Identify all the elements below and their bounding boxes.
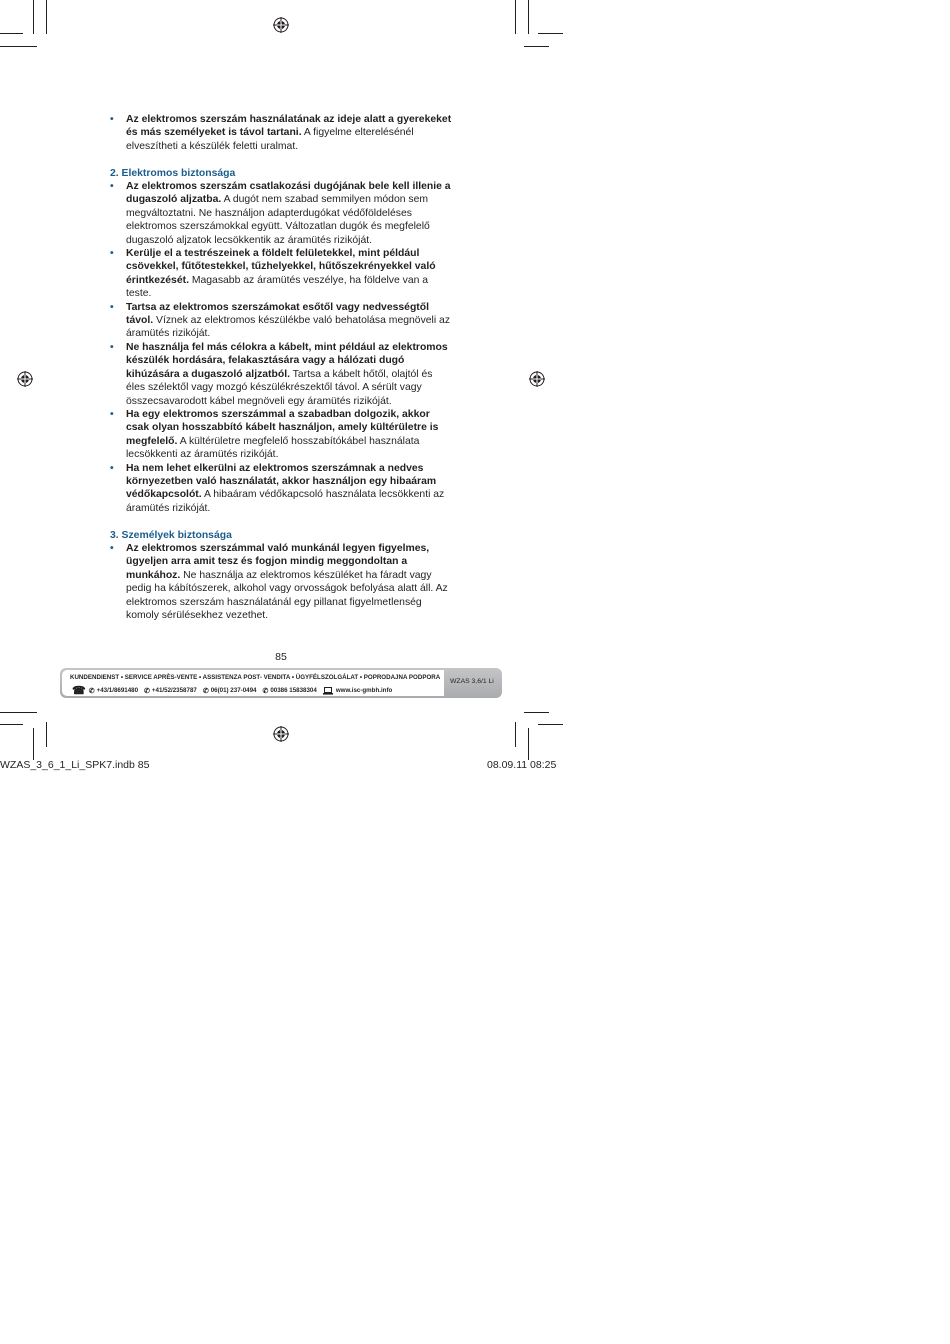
crop-mark [538, 33, 563, 34]
bullet-icon: • [110, 248, 114, 260]
bullet-text: Víznek az elektromos készülékbe való behatolása megnöveli az áramütés rizikóját. [126, 315, 451, 340]
bullet-text: Magasabb az áramütés veszélye, ha földelve van a teste. [126, 274, 429, 300]
bullet-icon: • [110, 114, 114, 125]
list-item [110, 247, 452, 301]
crop-mark [528, 0, 529, 34]
registration-mark-icon [273, 726, 289, 742]
crop-mark [0, 712, 37, 713]
intro-list [110, 113, 452, 153]
phone-icon: ✆ [262, 687, 269, 695]
crop-mark [524, 712, 549, 713]
page-number: 85 [275, 651, 287, 663]
bullet-text: A kültérületre megfelelő hosszabítókábel használata lecsökkenti az áramütés rizikóját. [126, 435, 420, 461]
phone-icon: ✆ [144, 687, 150, 695]
section2-list [110, 180, 452, 515]
bullet-text: Tartsa a kábelt hőtől, olajtól és éles szélektől vagy mozgó készülékrészektől távol. A sérült vagy összecsavarodott kábel megnöveli egy áramütés rizikóját. [126, 368, 433, 407]
list-item [110, 113, 452, 153]
contact-phone-si [262, 687, 316, 695]
bullet-icon: • [110, 408, 114, 420]
crop-mark [538, 724, 563, 725]
section3-list [110, 542, 452, 622]
service-contacts [72, 684, 398, 697]
crop-mark [0, 46, 37, 47]
list-item [110, 180, 452, 247]
bullet-icon: • [110, 542, 114, 554]
list-item [110, 542, 452, 622]
telephone-icon: ☎ [72, 685, 86, 697]
bullet-bold-text: Kerülje el a testrészeinek a földelt felületekkel, mint például csövekkel, fűtőtestekkel, tűzhelyekkel, hűtőszekrényekkel való érintkezését. [126, 248, 436, 286]
contact-phone-hu [203, 687, 257, 695]
phone-number: +41/52/2358787 [151, 687, 197, 694]
website-link[interactable]: www.isc-gmbh.info [335, 687, 393, 694]
date-slug: 08.09.11 08:25 [487, 759, 557, 771]
bullet-bold-text: Ne használja fel más célokra a kábelt, mint például az elektromos készülék hordására, felakasztására vagy a hálózati dugó kihúzására a dugaszoló aljzatból. [126, 341, 448, 380]
file-slug: WZAS_3_6_1_Li_SPK7.indb 85 [0, 759, 150, 771]
crop-mark [524, 46, 549, 47]
bullet-bold-text: Az elektromos szerszám csatlakozási dugójának bele kell illenie a dugaszoló aljzatba. [126, 181, 451, 206]
document-body [110, 113, 452, 622]
list-item [110, 341, 452, 408]
service-footer-panel [62, 670, 444, 696]
crop-mark [528, 728, 529, 760]
model-label: WZAS 3,6/1 Li [450, 678, 494, 685]
list-item [110, 408, 452, 462]
list-item [110, 462, 452, 516]
crop-mark [0, 724, 23, 725]
laptop-icon [323, 687, 333, 695]
bullet-icon: • [110, 462, 114, 474]
crop-mark [46, 722, 47, 747]
bullet-bold-text: Ha egy elektromos szerszámmal a szabadban dolgozik, akkor csak olyan hosszabbító kábelt használjon, amely kültérületre is megfelelő. [126, 408, 439, 447]
crop-mark [46, 0, 47, 34]
bullet-icon: • [110, 301, 114, 313]
phone-number: +43/1/8691480 [96, 687, 139, 694]
list-item [110, 301, 452, 341]
phone-number: 06(01) 237-0494 [210, 687, 257, 694]
contact-phone-ch [144, 687, 197, 695]
contact-phone-at [72, 684, 138, 697]
registration-mark-icon [273, 17, 289, 33]
crop-mark [33, 0, 34, 34]
section-heading: 2. Elektromos biztonsága [110, 167, 236, 179]
crop-mark [33, 728, 34, 760]
phone-icon: ✆ [202, 687, 209, 695]
bullet-text: A figyelme elterelésénél elveszítheti a készülék feletti uralmat. [126, 127, 414, 152]
bullet-bold-text: Az elektromos szerszámmal való munkánál legyen figyelmes, ügyeljen arra amit tesz és fogjon mindig meggondoltan a munkához. [126, 542, 430, 581]
registration-mark-icon [17, 371, 33, 387]
bullet-bold-text: Ha nem lehet elkerülni az elektromos szerszámnak a nedves környezetben való használatát, akkor használjon egy hibaáram védőkapcsolót. [126, 462, 437, 501]
service-footer [60, 668, 502, 698]
bullet-text: A dugót nem szabad semmilyen módon sem megváltoztatni. Ne használjon adapterdugókat védőföldeléses elektromos szerszámokkal együtt. Változatlan dugók és megfelelő dugaszoló aljzatok lecsökkentik az áramütés rizikóját. [126, 194, 430, 246]
crop-mark [0, 33, 23, 34]
crop-mark [515, 0, 516, 34]
phone-number: 00386 15838304 [270, 687, 317, 694]
bullet-icon: • [110, 341, 114, 353]
bullet-bold-text: Tartsa az elektromos szerszámokat esőtől vagy nedvességtől távol. [126, 301, 429, 327]
contact-website [323, 687, 393, 695]
registration-mark-icon [529, 371, 545, 387]
service-languages: KUNDENDIENST • SERVICE APRÈS-VENTE • ASSISTENZA POST- VENDITA • ÜGYFÉLSZOLGÁLAT • POPRODAJNA PODPORA [70, 674, 441, 681]
bullet-bold-text: Az elektromos szerszám használatának az ideje alatt a gyerekeket és más személyeket is távol tartani. [126, 114, 452, 139]
bullet-text: Ne használja az elektromos készüléket ha fáradt vagy pedig ha kábítószerek, alkohol vagy orvosságok befolyása alatt áll. Az elektromos szerszám használatánál egy pillanat figyelmetlenség komoly sérülésekhez vezethet. [126, 569, 448, 621]
phone-icon: ✆ [88, 687, 95, 695]
crop-mark [515, 722, 516, 747]
bullet-icon: • [110, 181, 114, 193]
bullet-text: A hibaáram védőkapcsoló használata lecsökkenti az áramütés rizikóját. [126, 489, 445, 514]
section-heading: 3. Személyek biztonsága [110, 529, 232, 541]
